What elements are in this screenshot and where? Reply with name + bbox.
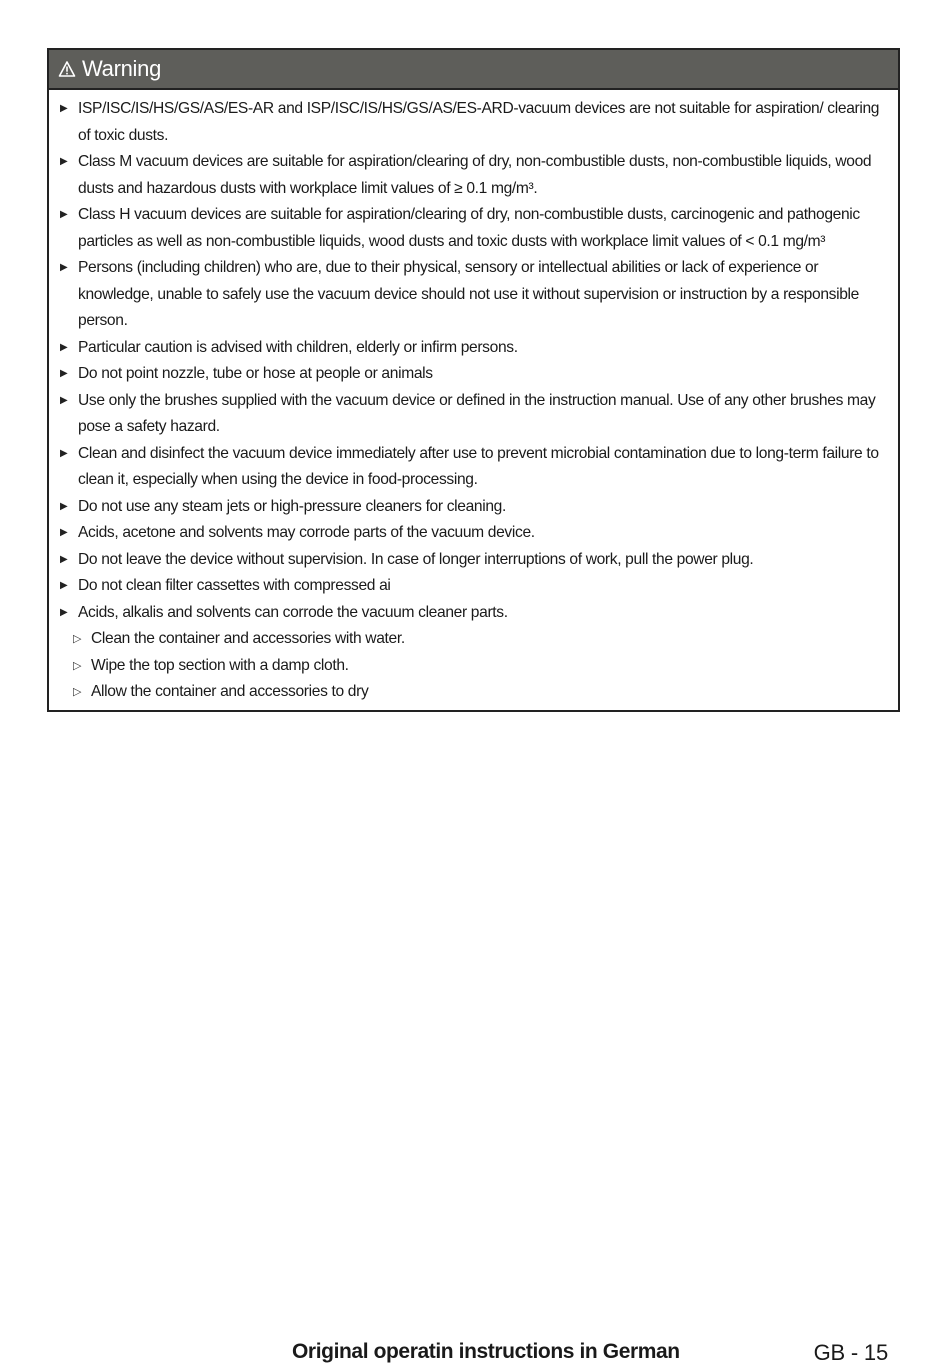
warning-title: Warning bbox=[82, 56, 162, 81]
warning-box bbox=[47, 48, 900, 712]
warning-item bbox=[59, 388, 888, 441]
warning-item-text: Particular caution is advised with children, elderly or infirm persons. bbox=[78, 338, 518, 356]
warning-header bbox=[49, 50, 898, 90]
warning-item bbox=[59, 494, 888, 521]
triangle-bullet-icon: ▶ bbox=[60, 580, 68, 591]
hollow-triangle-bullet-icon: ▷ bbox=[73, 686, 82, 698]
warning-sub-item bbox=[59, 679, 888, 706]
warning-item bbox=[59, 149, 888, 202]
hollow-triangle-bullet-icon: ▷ bbox=[73, 633, 82, 645]
warning-item-text: Class H vacuum devices are suitable for aspiration/clearing of dry, non-combustible dusts, carcinogenic and pathogenic particles as well as non-combustible liquids, wood dusts and toxic dusts with workplace limit values of < 0.1 mg/m³ bbox=[78, 206, 860, 250]
warning-item-text: Do not use any steam jets or high-pressure cleaners for cleaning. bbox=[78, 497, 506, 515]
warning-item-text: Acids, alkalis and solvents can corrode the vacuum cleaner parts. bbox=[78, 603, 508, 621]
warning-item-text: Class M vacuum devices are suitable for aspiration/clearing of dry, non-combustible dusts, non-combustible liquids, wood dusts and hazardous dusts with workplace limit values of ≥ 0.1 mg/m³. bbox=[78, 153, 872, 197]
triangle-bullet-icon: ▶ bbox=[60, 447, 68, 459]
warning-item bbox=[59, 600, 888, 627]
warning-item bbox=[59, 335, 888, 362]
warning-item bbox=[59, 361, 888, 388]
triangle-bullet-icon: ▶ bbox=[60, 500, 68, 512]
warning-item-text: ISP/ISC/IS/HS/GS/AS/ES-AR and ISP/ISC/IS/HS/GS/AS/ES-ARD-vacuum devices are not suitable for aspiration/ clearing of toxic dusts. bbox=[78, 100, 880, 144]
triangle-bullet-icon: ▶ bbox=[60, 156, 68, 167]
warning-item-text: Allow the container and accessories to dry bbox=[91, 683, 369, 700]
warning-sub-item bbox=[59, 653, 888, 680]
triangle-bullet-icon: ▶ bbox=[60, 394, 68, 406]
triangle-bullet-icon: ▶ bbox=[60, 606, 68, 618]
warning-item-text: Persons (including children) who are, due to their physical, sensory or intellectual abilities or lack of experience or knowledge, unable to safely use the vacuum device should not use it without supervision or instruction by a responsible person. bbox=[78, 259, 859, 329]
warning-item bbox=[59, 96, 888, 149]
warning-item-text: Acids, acetone and solvents may corrode parts of the vacuum device. bbox=[78, 524, 535, 541]
warning-item-text: Use only the brushes supplied with the vacuum device or defined in the instruction manual. Use of any other brushes may pose a safety hazard. bbox=[78, 391, 876, 435]
footer-title: Original operatin instructions in German bbox=[292, 1340, 680, 1363]
warning-item bbox=[59, 255, 888, 335]
triangle-bullet-icon: ▶ bbox=[60, 262, 68, 273]
warning-item-text: Do not clean filter cassettes with compressed ai bbox=[78, 577, 391, 594]
page-number: GB - 15 bbox=[813, 1340, 888, 1365]
triangle-bullet-icon: ▶ bbox=[60, 103, 68, 114]
warning-item bbox=[59, 547, 888, 574]
warning-item bbox=[59, 202, 888, 255]
warning-item-text: Clean the container and accessories with water. bbox=[91, 630, 405, 647]
warning-item bbox=[59, 520, 888, 547]
triangle-bullet-icon: ▶ bbox=[60, 553, 68, 565]
triangle-bullet-icon: ▶ bbox=[60, 341, 68, 353]
warning-sub-item bbox=[59, 626, 888, 653]
warning-item-text: Do not leave the device without supervision. In case of longer interruptions of work, pull the power plug. bbox=[78, 550, 754, 568]
hollow-triangle-bullet-icon: ▷ bbox=[73, 659, 82, 672]
triangle-bullet-icon: ▶ bbox=[60, 527, 68, 538]
triangle-bullet-icon: ▶ bbox=[60, 368, 68, 379]
warning-item bbox=[59, 573, 888, 600]
warning-item-text: Wipe the top section with a damp cloth. bbox=[91, 656, 349, 674]
warning-list bbox=[49, 90, 898, 710]
warning-item-text: Clean and disinfect the vacuum device immediately after use to prevent microbial contamination due to long-term failure to clean it, especially when using the device in food-processing. bbox=[78, 444, 879, 488]
warning-triangle-icon bbox=[58, 60, 76, 78]
warning-item bbox=[59, 441, 888, 494]
warning-item-text: Do not point nozzle, tube or hose at people or animals bbox=[78, 365, 433, 382]
triangle-bullet-icon: ▶ bbox=[60, 209, 68, 220]
